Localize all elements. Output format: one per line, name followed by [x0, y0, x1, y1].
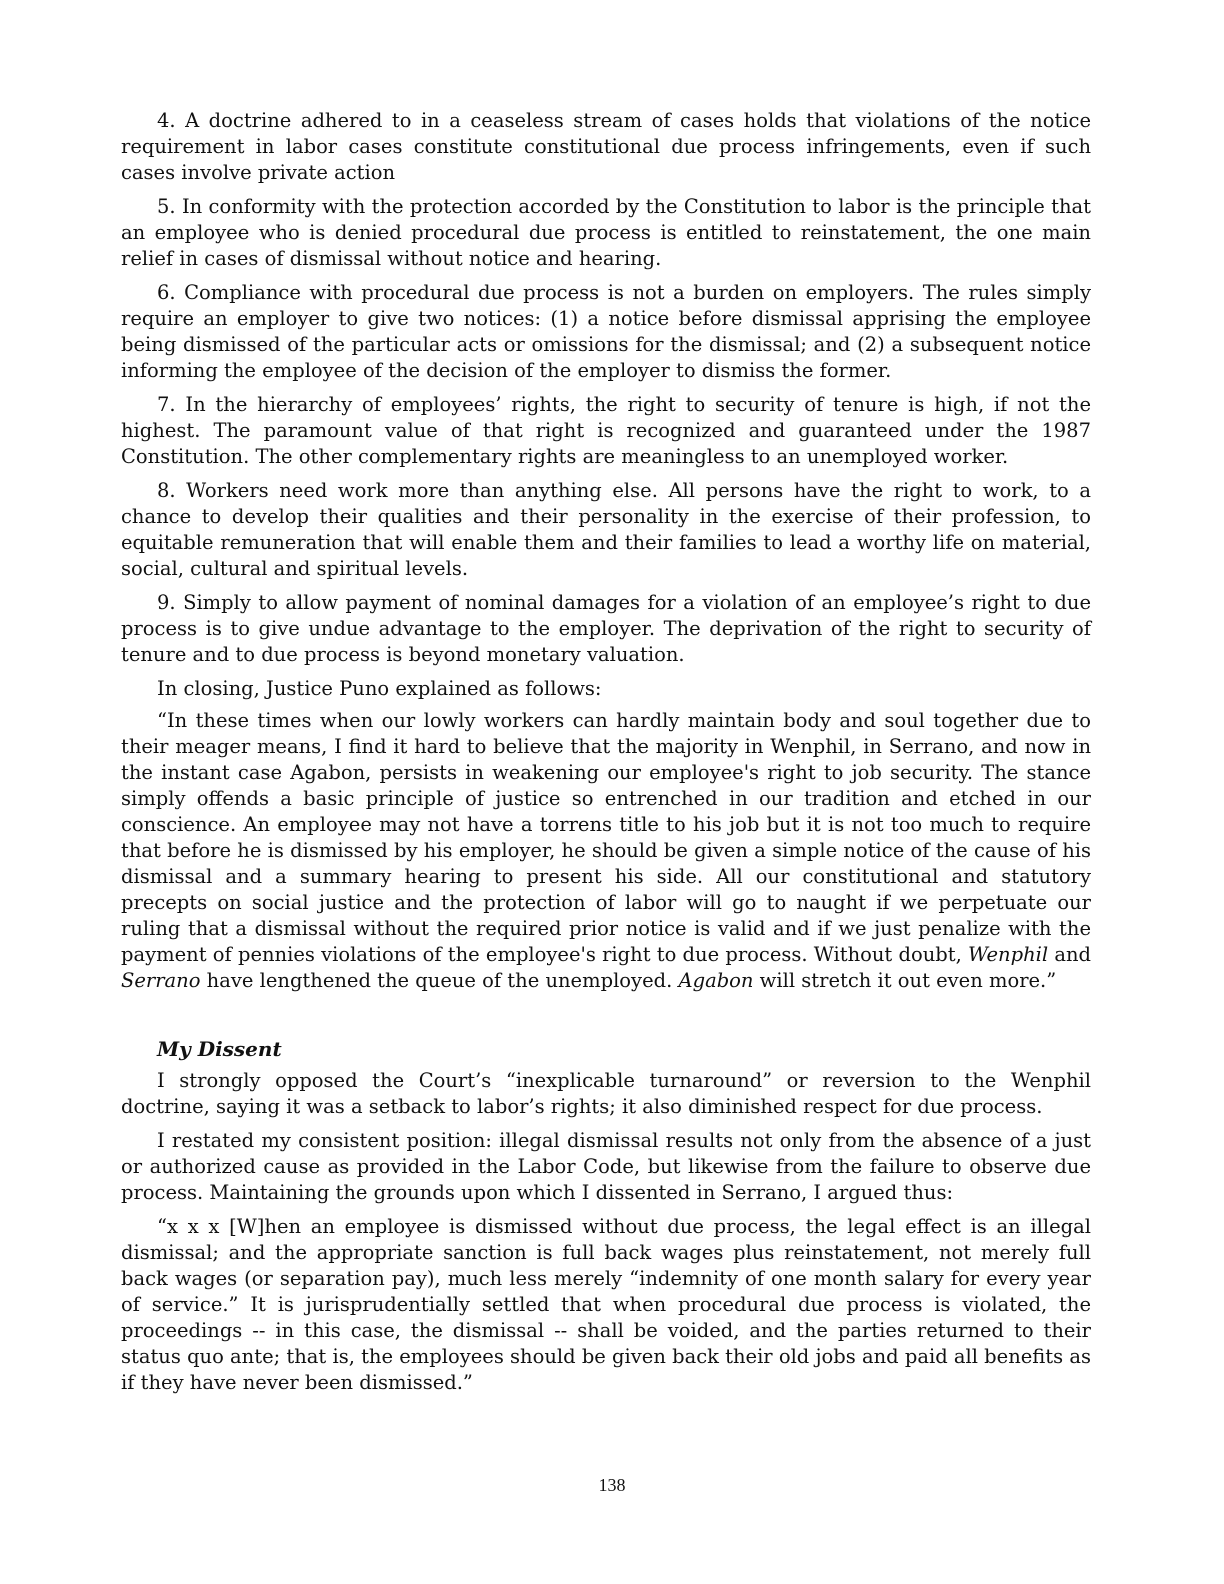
dissent-quote: “x x x [W]hen an employee is dismissed without due process, the legal effect is an illegal dismissal; and the appropriate sanction is full back wages plus reinstatement, not merely full back wages (or separation pay), much less merely “indemnity of one month salary for every year of service.” It is jurisprudentially settled that when procedural due process is violated, the proceedings -- in this case, the dismissal -- shall be voided, and the parties returned to their status quo ante; that is, the employees should be given back their old jobs and paid all benefits as if they have never been dismissed.”	[121, 1215, 1091, 1394]
puno-quote-connector: and	[1048, 943, 1092, 966]
dissent-paragraph-2: I restated my consistent position: illegal dismissal results not only from the absence of a just or authorized cause as provided in the Labor Code, but likewise from the failure to observe due process. Maintaining the grounds upon which I dissented in Serrano, I argued thus:	[121, 1129, 1091, 1204]
page-content	[121, 108, 1091, 1404]
closing-intro: In closing, Justice Puno explained as follows:	[157, 677, 602, 700]
case-name-agabon: Agabon	[678, 969, 754, 992]
puno-quote-text-3: will stretch it out even more.”	[753, 969, 1057, 992]
case-name-wenphil: Wenphil	[968, 943, 1049, 966]
puno-quote	[121, 708, 1091, 994]
paragraph-item-9: 9. Simply to allow payment of nominal damages for a violation of an employee’s right to due process is to give undue advantage to the employer. The deprivation of the right to security of tenure and to due process is beyond monetary valuation.	[121, 591, 1091, 666]
paragraph-item-5: 5. In conformity with the protection accorded by the Constitution to labor is the principle that an employee who is denied procedural due process is entitled to reinstatement, the one main relief in cases of dismissal without notice and hearing.	[121, 195, 1091, 270]
dissent-paragraph-1: I strongly opposed the Court’s “inexplicable turnaround” or reversion to the Wenphil doctrine, saying it was a setback to labor’s rights; it also diminished respect for due process.	[121, 1069, 1091, 1118]
paragraph-item-8: 8. Workers need work more than anything else. All persons have the right to work, to a chance to develop their qualities and their personality in the exercise of their profession, to equitable remuneration that will enable them and their families to lead a worthy life on material, social, cultural and spiritual levels.	[121, 479, 1091, 580]
section-heading-my-dissent: My Dissent	[157, 1037, 282, 1061]
section-spacer	[121, 1002, 1091, 1036]
puno-quote-text-1: “In these times when our lowly workers can hardly maintain body and soul together due to their meager means, I find it hard to believe that the majority in Wenphil, in Serrano, and now in the instant case Agabon, persists in weakening our employee's right to job security. The stance simply offends a basic principle of justice so entrenched in our tradition and etched in our conscience. An employee may not have a torrens title to his job but it is not too much to require that before he is dismissed by his employer, he should be given a simple notice of the cause of his dismissal and a summary hearing to present his side. All our constitutional and statutory precepts on social justice and the protection of labor will go to naught if we perpetuate our ruling that a dismissal without the required prior notice is valid and if we just penalize with the payment of pennies violations of the employee's right to due process. Without doubt,	[121, 709, 1091, 966]
paragraph-item-6: 6. Compliance with procedural due process is not a burden on employers. The rules simply require an employer to give two notices: (1) a notice before dismissal apprising the employee being dismissed of the particular acts or omissions for the dismissal; and (2) a subsequent notice informing the employee of the decision of the employer to dismiss the former.	[121, 281, 1091, 382]
case-name-serrano: Serrano	[121, 969, 201, 992]
page-number: 138	[598, 1475, 626, 1495]
puno-quote-text-2: have lengthened the queue of the unemployed.	[200, 969, 679, 992]
paragraph-item-4: 4. A doctrine adhered to in a ceaseless stream of cases holds that violations of the notice requirement in labor cases constitute constitutional due process infringements, even if such cases involve private action	[121, 109, 1091, 184]
paragraph-item-7: 7. In the hierarchy of employees’ rights, the right to security of tenure is high, if not the highest. The paramount value of that right is recognized and guaranteed under the 1987 Constitution. The other complementary rights are meaningless to an unemployed worker.	[121, 393, 1091, 468]
